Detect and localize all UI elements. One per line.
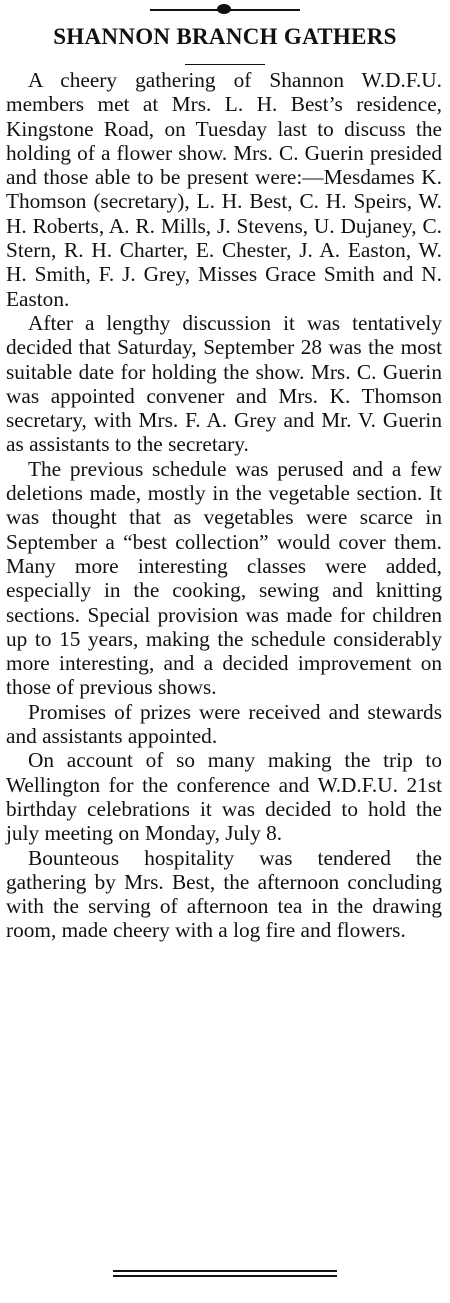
headline-underline bbox=[185, 64, 265, 65]
paragraph-4: Promises of prizes were received and stewards and assistants appointed. bbox=[6, 699, 442, 749]
bottom-rule-lower bbox=[113, 1275, 337, 1277]
paragraph-2: After a lengthy discussion it was tentatively decided that Saturday, September 28 was the most suitable date for holding the show. Mrs. C. Guerin was appointed convener and Mrs. K. Thomson secretary, with Mrs. F. A. Grey and Mr. V. Guerin as assistants to the secretary. bbox=[6, 310, 442, 457]
paragraph-3: The previous schedule was perused and a few deletions made, mostly in the vegetable section. It was thought that as vegetables were scarce in September a “best collection” would cover them. Many more interesting classes were added, especially in the cooking, sewing and knitting sections. Special provision was made for children up to 15 years, making the schedule considerably more interesting, and a decided improvement on those of previous shows. bbox=[6, 456, 442, 700]
article-headline: SHANNON BRANCH GATHERS bbox=[53, 24, 397, 49]
paragraph-5: On account of so many making the trip to Wellington for the conference and W.D.F.U. 21st birthday celebrations it was decided to hold the july meeting on Monday, July 8. bbox=[6, 748, 442, 846]
bottom-rule-upper bbox=[113, 1270, 337, 1272]
article-body bbox=[6, 68, 442, 943]
top-ornament-dot bbox=[217, 4, 231, 14]
paragraph-1: A cheery gathering of Shannon W.D.F.U. members met at Mrs. L. H. Best’s residence, Kingstone Road, on Tuesday last to discuss the holding of a flower show. Mrs. C. Guerin presided and those able to be present were:—Mesdames K. Thomson (secretary), L. H. Best, C. H. Speirs, W. H. Roberts, A. R. Mills, J. Stevens, U. Dujaney, C. Stern, R. H. Charter, E. Chester, J. A. Easton, W. H. Smith, F. J. Grey, Misses Grace Smith and N. Easton. bbox=[6, 68, 442, 311]
paragraph-6: Bounteous hospitality was tendered the gathering by Mrs. Best, the afternoon concluding with the serving of afternoon tea in the drawing room, made cheery with a log fire and flowers. bbox=[6, 845, 442, 943]
